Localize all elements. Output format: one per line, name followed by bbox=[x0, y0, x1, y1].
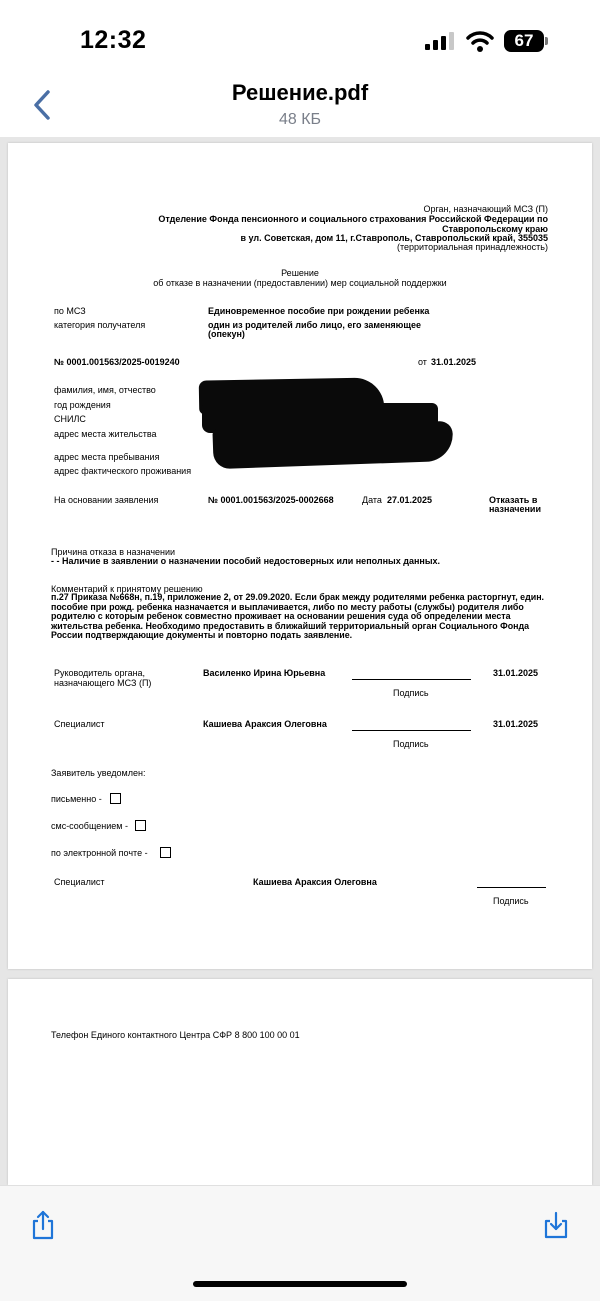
back-chevron-icon[interactable] bbox=[28, 88, 58, 122]
specialist-date: 31.01.2025 bbox=[493, 719, 539, 729]
head-name: Василенко Ирина Юрьевна bbox=[203, 668, 326, 678]
page-title: Решение.pdf bbox=[231, 80, 369, 105]
battery-tip bbox=[545, 37, 548, 45]
wifi-icon bbox=[466, 30, 494, 52]
notify-sms-checkbox bbox=[135, 820, 146, 831]
actual-address-label: адрес фактического проживания bbox=[54, 466, 192, 476]
redaction-mark bbox=[212, 421, 453, 469]
specialist2-label: Специалист bbox=[54, 877, 105, 887]
specialist-label: Специалист bbox=[54, 719, 105, 729]
msz-value: Единовременное пособие при рождении ребенка bbox=[208, 306, 430, 316]
signature-line bbox=[352, 679, 471, 680]
comment-text: п.27 Приказа №668н, п.19, приложение 2, от 29.09.2020. Если брак между родителями ребенка расторгнут, един. пособие при рожд. ребенка назначается и выплачивается, либо по месту работы (службы) родителя либо родителю с которым ребенок совместно проживает на основании решения суда об определении места жительства ребенка. Необходимо предоставить в ближайший территориальный орган Социального Фонда России подтверждающие документы и повторно подать заявление. bbox=[51, 592, 545, 641]
fio-label: фамилия, имя, отчество bbox=[54, 385, 156, 395]
category-value-line-2: (опекун) bbox=[208, 329, 245, 339]
doc-title: Решение bbox=[281, 268, 319, 278]
address-label: адрес места жительства bbox=[54, 429, 157, 439]
signature-label: Подпись bbox=[393, 688, 429, 698]
decision-date-prefix: от bbox=[418, 357, 427, 367]
doc-subtitle: об отказе в назначении (предоставлении) мер социальной поддержки bbox=[153, 278, 447, 288]
organ-name-line-2: Ставропольскому краю bbox=[442, 224, 548, 234]
organ-address: в ул. Советская, дом 11, г.Ставрополь, Ставропольский край, 355035 bbox=[240, 233, 548, 243]
file-size: 48 КБ bbox=[278, 111, 322, 128]
notify-written-checkbox bbox=[110, 793, 121, 804]
save-to-files-icon[interactable] bbox=[541, 1210, 571, 1240]
category-value-line-1: один из родителей либо лицо, его заменяющее bbox=[208, 320, 421, 330]
stay-address-label: адрес места пребывания bbox=[54, 452, 160, 462]
organ-note: (территориальная принадлежность) bbox=[396, 242, 548, 252]
head-date: 31.01.2025 bbox=[493, 668, 539, 678]
signature-line bbox=[352, 730, 471, 731]
status-time: 12:32 bbox=[80, 26, 147, 54]
msz-label: по МСЗ bbox=[54, 306, 86, 316]
specialist-name: Кашиева Араксия Олеговна bbox=[203, 719, 327, 729]
signature-label: Подпись bbox=[493, 896, 529, 906]
birth-label: год рождения bbox=[54, 400, 111, 410]
reason-text: - - Наличие в заявлении о назначении пособий недостоверных или неполных данных. bbox=[51, 556, 441, 566]
organ-name-line-1: Отделение Фонда пенсионного и социального страхования Российской Федерации по bbox=[158, 214, 548, 224]
snils-label: СНИЛС bbox=[54, 414, 86, 424]
pdf-page-2 bbox=[8, 979, 592, 1185]
signature-line bbox=[477, 887, 546, 888]
notify-email-checkbox bbox=[160, 847, 171, 858]
head-label-line-2: назначающего МСЗ (П) bbox=[54, 678, 152, 688]
result-line-2: назначении bbox=[489, 504, 541, 514]
reason-label: Причина отказа в назначении bbox=[51, 547, 176, 557]
application-date-label: Дата bbox=[362, 495, 382, 505]
specialist2-name: Кашиева Араксия Олеговна bbox=[253, 877, 377, 887]
application-number: № 0001.001563/2025-0002668 bbox=[208, 495, 334, 505]
signature-label: Подпись bbox=[393, 739, 429, 749]
notify-written-label: письменно - bbox=[51, 794, 102, 804]
category-label: категория получателя bbox=[54, 320, 146, 330]
organ-label: Орган, назначающий МСЗ (П) bbox=[423, 204, 548, 214]
phone-text: Телефон Единого контактного Центра СФР 8 800 100 00 01 bbox=[51, 1030, 300, 1040]
pdf-page-1 bbox=[8, 143, 592, 969]
head-label-line-1: Руководитель органа, bbox=[54, 668, 146, 678]
notify-email-label: по электронной почте - bbox=[51, 848, 148, 858]
decision-number: № 0001.001563/2025-0019240 bbox=[54, 357, 180, 367]
cellular-signal-icon bbox=[425, 32, 455, 50]
decision-date: 31.01.2025 bbox=[431, 357, 477, 367]
home-indicator[interactable] bbox=[193, 1281, 407, 1287]
notified-label: Заявитель уведомлен: bbox=[51, 768, 146, 778]
comment-label: Комментарий к принятому решению bbox=[51, 584, 203, 594]
battery-icon: 67 bbox=[504, 30, 544, 52]
result-line-1: Отказать в bbox=[489, 495, 538, 505]
notify-sms-label: смс-сообщением - bbox=[51, 821, 128, 831]
application-label: На основании заявления bbox=[54, 495, 159, 505]
application-date: 27.01.2025 bbox=[387, 495, 433, 505]
share-icon[interactable] bbox=[28, 1210, 58, 1240]
